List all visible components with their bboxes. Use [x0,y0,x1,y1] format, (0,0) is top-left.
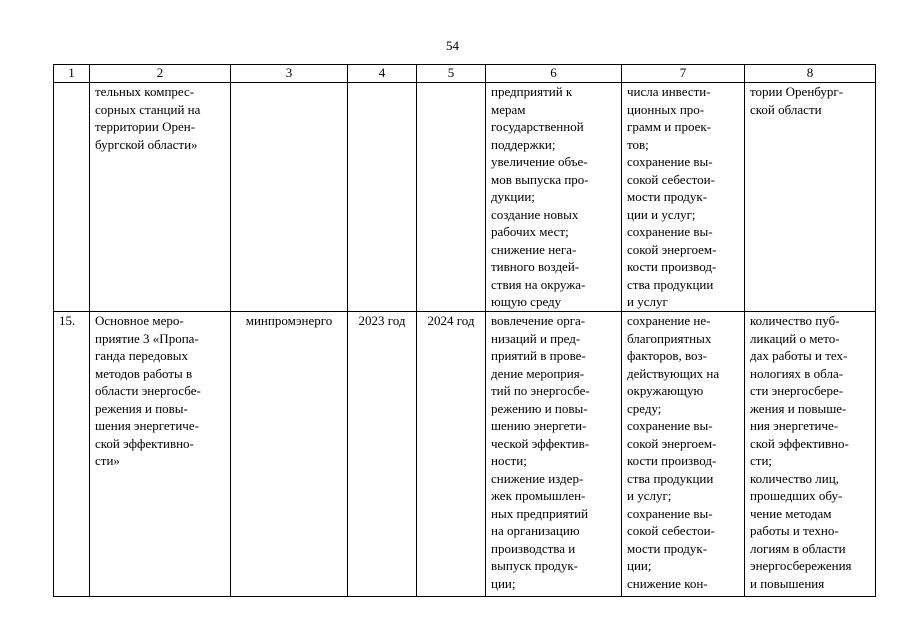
cell-text-line: ющую среду [491,294,562,309]
column-header: 5 [417,65,486,83]
cell-text-line: шению энергети- [491,418,587,433]
cell-text-line: ствия на окружа- [491,276,586,292]
cell-text-line: области энергосбе- [95,383,201,398]
end-year-cell [417,83,486,312]
start-year-cell [348,83,417,312]
column-header: 8 [745,65,876,83]
cell-text-line: сокой энергоем- [627,241,717,257]
cell-text-line: ционных про- [627,101,705,117]
cell-text-line: чение методам [750,505,832,521]
cell-text-line: ных предприятий [491,505,589,521]
cell-text-line: сохранение вы- [627,154,713,169]
cell-text-line: рабочих мест; [491,224,569,239]
consequences-cell [622,83,745,312]
cell-text-line: снижение издер- [491,470,584,486]
cell-text-line: сокой энергоем- [627,435,717,451]
cell-text-line: ской области [750,101,822,117]
cell-text-line: сокой себестои- [627,523,715,538]
cell-text-line: режению и повы- [491,400,588,416]
indicators-cell [745,83,876,312]
cell-text-line: снижение нега- [491,241,577,257]
cell-text-line: и услуг [627,294,668,309]
measure-name-cell [90,83,231,312]
cell-text-line: тий по энергосбе- [491,383,590,398]
cell-text-line: благоприятных [627,330,712,346]
cell-text-line: шения энергетиче- [95,418,199,433]
row-number [54,83,90,312]
start-year-cell: 2023 год [348,312,417,597]
cell-text-line: жения и повыше- [750,400,847,416]
cell-text-line: ства продукции [627,276,714,292]
cell-text-line: государственной [491,119,584,134]
cell-text-line: ния энергетиче- [750,418,839,433]
column-header: 1 [54,65,90,83]
cell-text-line: работы и техно- [750,523,839,538]
cell-text-line: кости производ- [627,259,717,274]
cell-text-line: сорных станций на [95,101,201,117]
cell-text-line: сокой себестои- [627,171,715,187]
column-header: 7 [622,65,745,83]
cell-text-line: числа инвести- [627,84,711,99]
column-header: 3 [231,65,348,83]
expected-result-cell [486,83,622,312]
table-row [54,312,876,597]
cell-text-line: приятие 3 «Пропа- [95,330,199,346]
cell-text-line: сти» [95,453,120,468]
cell-text-line: грамм и проек- [627,119,712,134]
cell-text-line: сохранение вы- [627,505,713,521]
cell-text-line: мости продук- [627,189,708,204]
cell-text-line: действующих на [627,365,720,381]
cell-text-line: тельных компрес- [95,84,195,99]
cell-text-line: сохранение вы- [627,418,713,433]
cell-text-line: на организацию [491,523,580,538]
executor-cell: минпромэнерго [231,312,348,597]
cell-text-line: ства продукции [627,470,714,486]
cell-text-line: нологиях в обла- [750,365,844,381]
table-row [54,83,876,312]
cell-text-line: мерам [491,101,526,117]
cell-text-line: тивного воздей- [491,259,580,274]
cell-text-line: дах работы и тех- [750,348,848,363]
cell-text-line: окружающую [627,383,704,398]
cell-text-line: ции; [627,558,652,573]
cell-text-line: ганда передовых [95,348,189,363]
cell-text-line: поддержки; [491,136,556,152]
cell-text-line: энергосбережения [750,558,852,573]
measures-table [53,64,876,597]
cell-text-line: сохранение вы- [627,224,713,239]
cell-text-line: сти энергосбере- [750,383,844,398]
cell-text-line: сти; [750,453,773,468]
cell-text-line: ции и услуг; [627,206,696,222]
cell-text-line: количество пуб- [750,313,840,328]
cell-text-line: вовлечение орга- [491,313,586,328]
cell-text-line: тов; [627,136,649,152]
indicators-cell [745,312,876,597]
cell-text-line: мости продук- [627,540,708,556]
cell-text-line: приятий в прове- [491,348,586,363]
page-number: 54 [446,38,459,53]
cell-text-line: выпуск продук- [491,558,579,573]
cell-text-line: кости производ- [627,453,717,468]
cell-text-line: ности; [491,453,527,468]
row-number: 15. [54,312,90,597]
column-header: 6 [486,65,622,83]
cell-text-line: режения и повы- [95,400,188,416]
cell-text-line: увеличение объе- [491,154,588,169]
cell-text-line: логиям в области [750,540,846,556]
measure-name-cell [90,312,231,597]
cell-text-line: тории Оренбург- [750,84,844,99]
expected-result-cell [486,312,622,597]
cell-text-line: жек промышлен- [491,488,586,503]
cell-text-line: прошедших обу- [750,488,843,503]
column-header: 4 [348,65,417,83]
header-row [54,65,876,83]
cell-text-line: ской эффективно- [95,435,194,451]
cell-text-line: количество лиц, [750,470,839,486]
cell-text-line: создание новых [491,206,579,222]
cell-text-line: ской эффективно- [750,435,849,451]
column-header: 2 [90,65,231,83]
consequences-cell [622,312,745,597]
cell-text-line: Основное меро- [95,313,184,328]
cell-text-line: производства и [491,540,576,556]
cell-text-line: сохранение не- [627,313,711,328]
cell-text-line: и повышения [750,575,825,591]
end-year-cell: 2024 год [417,312,486,597]
cell-text-line: предприятий к [491,84,573,99]
executor-cell [231,83,348,312]
cell-text-line: ции; [491,575,516,591]
cell-text-line: мов выпуска про- [491,171,589,187]
cell-text-line: дукции; [491,189,535,204]
cell-text-line: дение мероприя- [491,365,585,381]
cell-text-line: территории Орен- [95,119,196,134]
cell-text-line: факторов, воз- [627,348,707,363]
cell-text-line: методов работы в [95,365,193,381]
cell-text-line: ческой эффектив- [491,435,590,451]
cell-text-line: низаций и пред- [491,330,581,346]
cell-text-line: и услуг; [627,488,672,503]
cell-text-line: снижение кон- [627,575,708,591]
cell-text-line: бургской области» [95,136,198,152]
cell-text-line: среду; [627,400,662,416]
cell-text-line: ликаций о мето- [750,330,840,346]
